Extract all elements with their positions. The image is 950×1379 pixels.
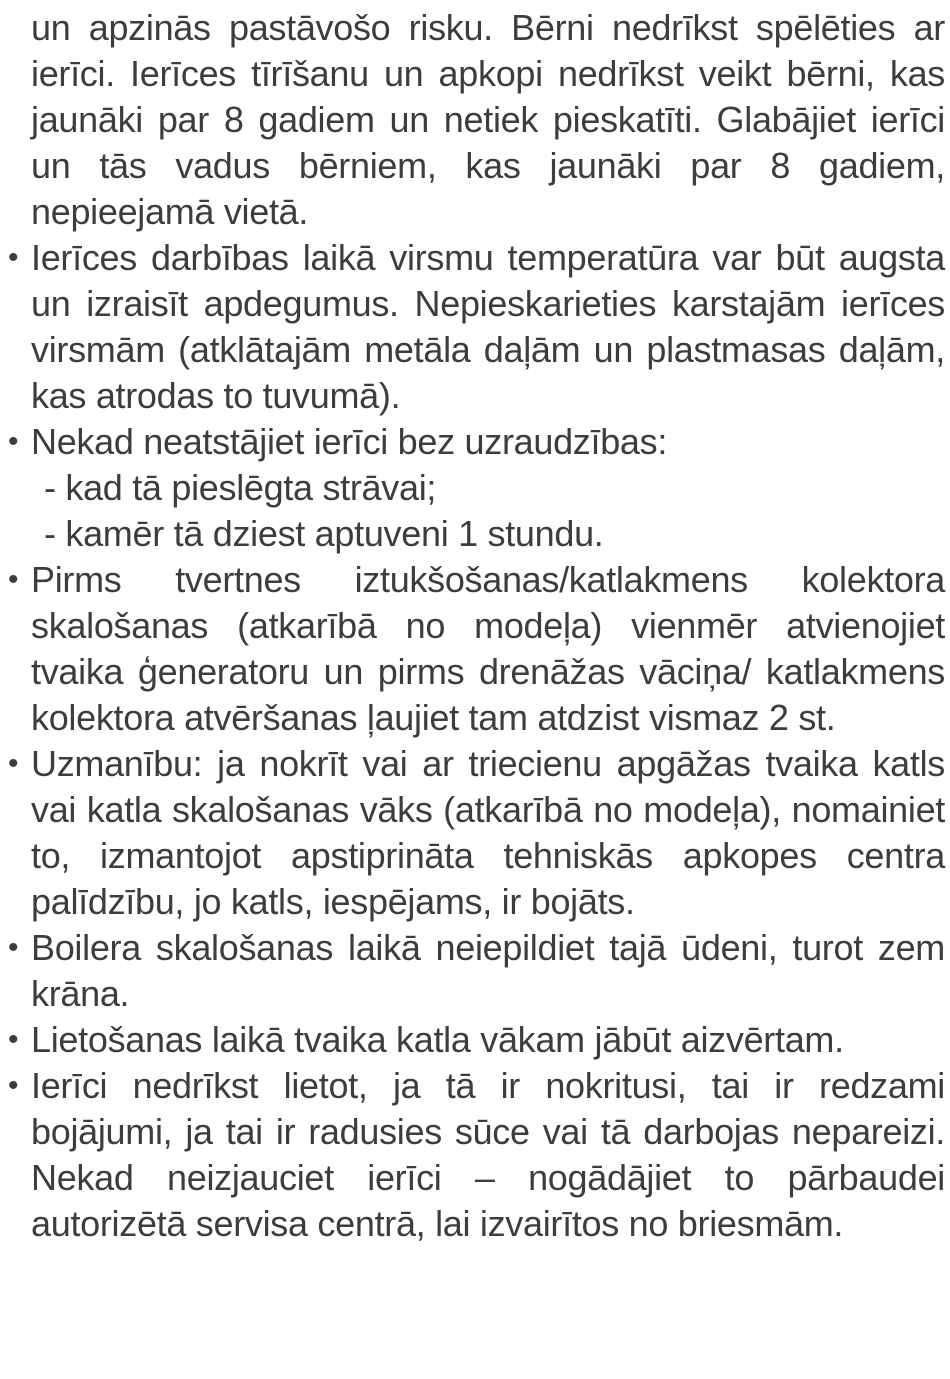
- bullet-icon: •: [8, 1069, 19, 1102]
- bullet-text: Ierīces darbības laikā virsmu temperatūra var būt augsta un izraisīt apdegumus. Nepieskarieties karstajām ierīces virsmām (atklātajām metāla daļām un plastmasas daļām, kas atrodas to tuvumā).: [31, 237, 945, 416]
- bullet-text: Pirms tvertnes iztukšošanas/katlakmens kolektora skalošanas (atkarībā no modeļa) vienmēr atvienojiet tvaika ģeneratoru un pirms drenāžas vāciņa/ katlakmens kolektora atvēršanas ļaujiet tam atdzist vismaz 2 st.: [31, 559, 945, 738]
- bullet-item: [8, 741, 945, 925]
- bullet-sub-item: - kad tā pieslēgta strāvai;: [44, 467, 437, 508]
- bullet-text: Nekad neatstājiet ierīci bez uzraudzības:: [31, 421, 668, 462]
- bullet-item: [8, 557, 945, 741]
- bullet-icon: •: [8, 931, 19, 964]
- bullet-icon: •: [8, 747, 19, 780]
- bullet-item: [8, 925, 945, 1017]
- bullet-text: Boilera skalošanas laikā neiepildiet tajā ūdeni, turot zem krāna.: [31, 927, 945, 1014]
- bullet-item: [8, 1017, 945, 1063]
- bullet-icon: •: [8, 241, 19, 274]
- paragraph-continuation: un apzinās pastāvošo risku. Bērni nedrīkst spēlēties ar ierīci. Ierīces tīrīšanu un apkopi nedrīkst veikt bērni, kas jaunāki par 8 gadiem un netiek pieskatīti. Glabājiet ierīci un tās vadus bērniem, kas jaunāki par 8 gadiem, nepieejamā vietā.: [31, 7, 945, 232]
- bullet-icon: •: [8, 1023, 19, 1056]
- bullet-text: Lietošanas laikā tvaika katla vākam jābūt aizvērtam.: [31, 1019, 844, 1060]
- bullet-item: [8, 419, 945, 557]
- bullet-icon: •: [8, 563, 19, 596]
- bullet-text: Ierīci nedrīkst lietot, ja tā ir nokritusi, tai ir redzami bojājumi, ja tai ir radusies sūce vai tā darbojas nepareizi. Nekad neizjauciet ierīci – nogādājiet to pārbaudei autorizētā servisa centrā, lai izvairītos no briesmām.: [31, 1065, 945, 1244]
- bullet-text: Uzmanību: ja nokrīt vai ar triecienu apgāžas tvaika katls vai katla skalošanas vāks (atkarībā no modeļa), nomainiet to, izmantojot apstiprināta tehniskās apkopes centra palīdzību, jo katls, iespējams, ir bojāts.: [31, 743, 945, 922]
- bullet-sub-item: - kamēr tā dziest aptuveni 1 stundu.: [44, 513, 604, 554]
- bullet-icon: •: [8, 425, 19, 458]
- bullet-item: [8, 235, 945, 419]
- bullet-item: [8, 1063, 945, 1247]
